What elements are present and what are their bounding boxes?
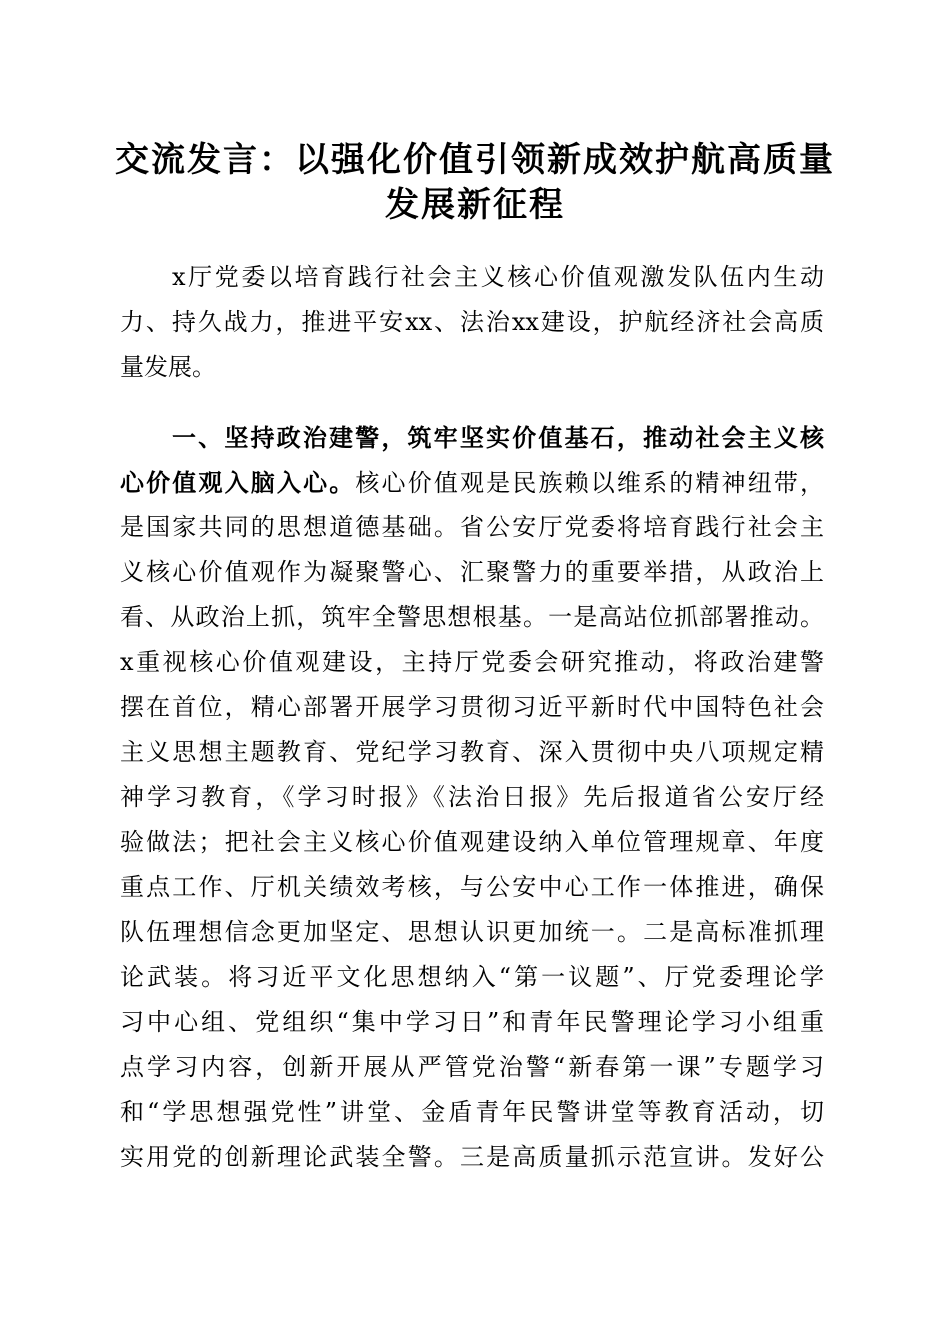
document-body [120, 255, 824, 1180]
body-text: 量发展。 [120, 353, 216, 381]
body-text: 力、持久战力，推进平安xx、法治xx建设，护航经济社会高质 [120, 308, 824, 336]
body-text: 重点工作、厅机关绩效考核，与公安中心工作一体推进，确保 [120, 873, 824, 901]
text-line [120, 640, 824, 685]
body-text: x厅党委以培育践行社会主义核心价值观激发队伍内生动 [172, 263, 824, 291]
body-text: 实用党的创新理论武装全警。三是高质量抓示范宣讲。发好公 [120, 1143, 824, 1171]
text-line [120, 820, 824, 865]
bold-heading-text: 一、坚持政治建警，筑牢坚实价值基石，推动社会主义核 [172, 423, 824, 452]
text-line [120, 865, 824, 910]
bold-heading-text: 心价值观入脑入心。 [120, 468, 356, 497]
text-line [120, 460, 824, 505]
paragraph [120, 415, 824, 1180]
body-text: 验做法；把社会主义核心价值观建设纳入单位管理规章、年度 [120, 828, 824, 856]
body-text: 论武装。将习近平文化思想纳入“第一议题”、厅党委理论学 [120, 963, 824, 991]
text-line [120, 1045, 824, 1090]
body-text: 摆在首位，精心部署开展学习贯彻习近平新时代中国特色社会 [120, 693, 824, 721]
body-text: 是国家共同的思想道德基础。省公安厅党委将培育践行社会主 [120, 513, 824, 541]
body-text: 和“学思想强党性”讲堂、金盾青年民警讲堂等教育活动，切 [120, 1098, 824, 1126]
text-line [120, 550, 824, 595]
text-line [120, 730, 824, 775]
text-line [120, 1135, 824, 1180]
text-line [120, 910, 824, 955]
text-line [120, 685, 824, 730]
body-text: 神学习教育，《学习时报》《法治日报》先后报道省公安厅经 [120, 783, 824, 811]
text-line [120, 1090, 824, 1135]
text-line [120, 415, 824, 460]
body-text: 核心价值观是民族赖以维系的精神纽带， [355, 469, 824, 497]
body-text: 习中心组、党组织“集中学习日”和青年民警理论学习小组重 [120, 1008, 824, 1036]
body-text: 看、从政治上抓，筑牢全警思想根基。一是高站位抓部署推动。 [120, 603, 824, 631]
body-text: x重视核心价值观建设，主持厅党委会研究推动，将政治建警 [120, 648, 824, 676]
text-line [120, 505, 824, 550]
text-line [120, 255, 824, 300]
body-text: 队伍理想信念更加坚定、思想认识更加统一。二是高标准抓理 [120, 918, 824, 946]
paragraph [120, 255, 824, 390]
text-line [120, 1000, 824, 1045]
text-line [120, 595, 824, 640]
text-line [120, 775, 824, 820]
document-title-line-2: 发展新征程 [385, 185, 565, 225]
body-text: 义核心价值观作为凝聚警心、汇聚警力的重要举措，从政治上 [120, 558, 824, 586]
body-text: 点学习内容，创新开展从严管党治警“新春第一课”专题学习 [120, 1053, 824, 1081]
text-line [120, 345, 824, 390]
document-title-line-1: 交流发言：以强化价值引领新成效护航高质量 [115, 140, 835, 180]
body-text: 主义思想主题教育、党纪学习教育、深入贯彻中央八项规定精 [120, 738, 824, 766]
text-line [120, 300, 824, 345]
text-line [120, 955, 824, 1000]
